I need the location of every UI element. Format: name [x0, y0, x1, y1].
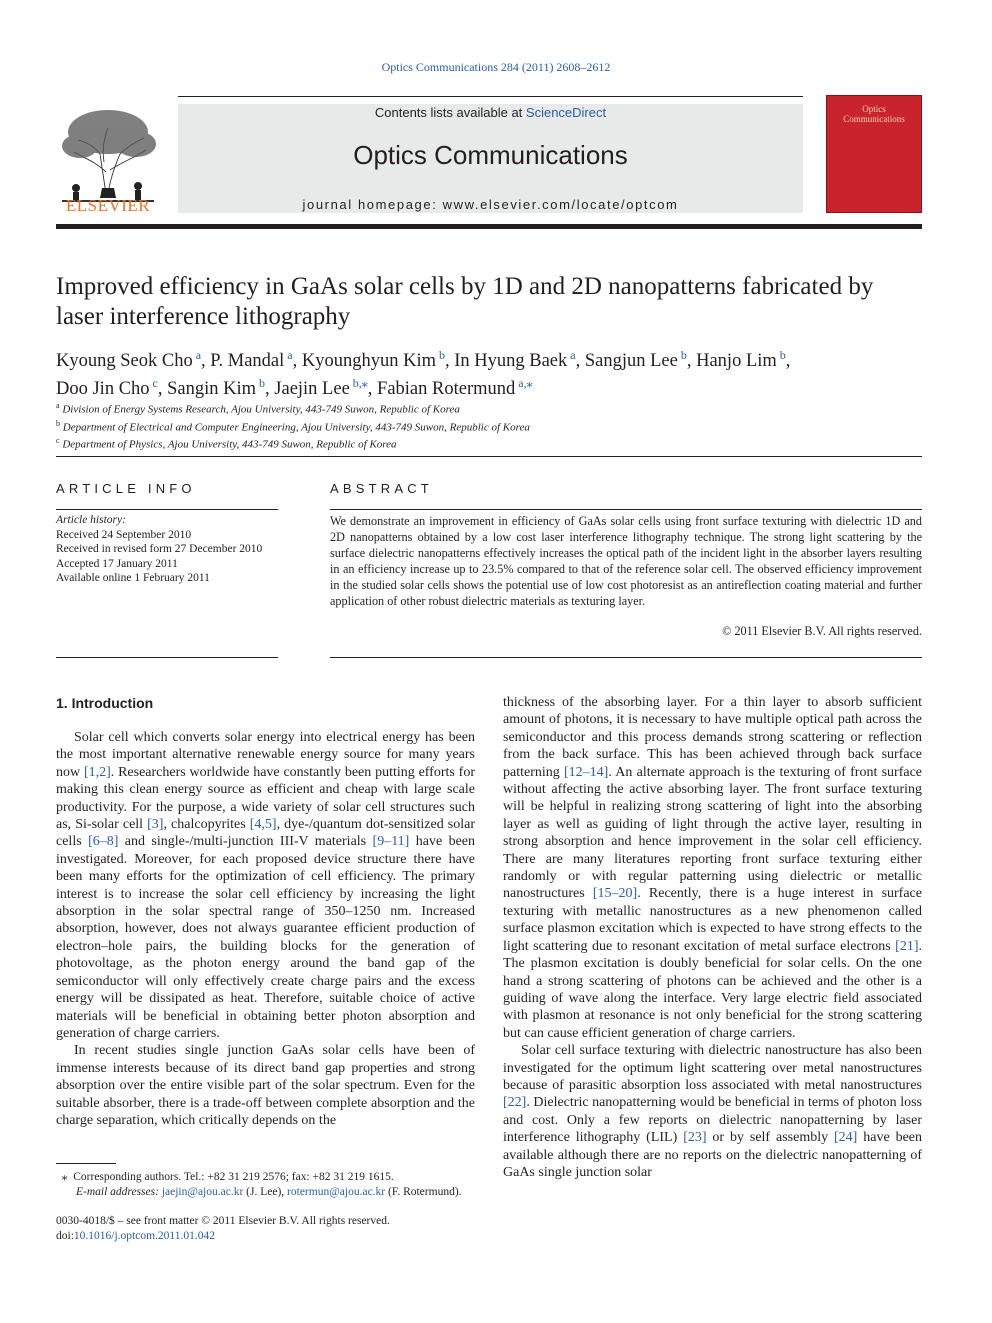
author-affiliation-marker[interactable]: b [256, 376, 266, 391]
author-affiliation-marker[interactable]: c [149, 376, 158, 391]
intro-paragraph-1: Solar cell which converts solar energy into electrical energy has been the most important alternative renewable energy source for many years now [1,2]. Researchers worldwide have constantly been putting efforts for making this clean energy source as efficient and cheap with large scale productivity. For the purpose, a wide variety of solar cell structures such as, Si-solar cell [3], chalcopyrites [4,5], dye-/quantum dot-sensitized solar cells [6–8] and single-/multi-junction III-V materials [9–11] have been investigated. Moreover, for each proposed device structure there have been many efforts for the optimization of cell efficiency. The primary interest is to increase the solar cell efficiency by increasing the light absorption in the solar spectral range of 350–1250 nm. Increased absorption, however, does not always guarantee efficient production of electron–hole pairs, the building blocks for the generation of photovoltage, as the photon energy around the band gap of the semiconductor will only effectively create charge pairs and the excess energy will be dissipated as heat. Therefore, suitable choice of active materials will be beneficial in obtaining better photon absorption and generation of charge carriers. [56, 730, 476, 1041]
elsevier-wordmark: ELSEVIER [65, 196, 151, 215]
citation-reference-link[interactable]: [23] [683, 1130, 707, 1146]
affiliation-marker: c [56, 436, 60, 446]
citation-reference-link[interactable]: [4,5] [249, 817, 277, 833]
section-heading-introduction: 1. Introduction [56, 695, 154, 711]
author-affiliation-marker[interactable]: b [677, 348, 687, 362]
author-name: Sangjun Lee [584, 351, 678, 372]
author-affiliation-marker[interactable]: a [567, 348, 576, 362]
history-received: Received 24 September 2010 [56, 528, 192, 541]
citation-reference-link[interactable]: [1,2] [83, 764, 111, 780]
doi-link[interactable]: 10.1016/j.optcom.2011.01.042 [73, 1230, 215, 1242]
affiliation-item [56, 434, 922, 452]
abstract-bottom-rule [330, 657, 922, 658]
email-label: E-mail addresses: [76, 1186, 159, 1198]
intro-paragraph-2: In recent studies single junction GaAs solar cells have been of immense interests because of its direct band gap properties and strong absorption over the entire visible part of the solar spectrum. Even for the suitable absorber, there is a trade-off between complete absorption and the charge separation, which critically depends on the [56, 1043, 475, 1128]
author-name: Jaejin Lee [274, 379, 350, 400]
citation-reference-link[interactable]: [12–14] [564, 764, 609, 780]
affiliation-marker: a [56, 401, 60, 410]
author-affiliation-marker[interactable]: b [776, 348, 786, 362]
article-info-heading: ARTICLE INFO [56, 481, 196, 496]
citation-reference-link[interactable]: [21] [895, 938, 919, 954]
email-link-rotermund[interactable]: rotermun@ajou.ac.kr [287, 1186, 386, 1198]
affiliation-text: Division of Energy Systems Research, Ajou University, 443-749 Suwon, Republic of Korea [59, 403, 460, 416]
abstract-copyright: © 2011 Elsevier B.V. All rights reserved. [722, 624, 922, 638]
citation-reference-link[interactable]: [22] [503, 1095, 527, 1111]
citation-reference-link[interactable]: [3] [147, 817, 164, 833]
cover-title [826, 104, 922, 124]
author-name: In Hyung Baek [454, 351, 568, 372]
history-revised: Received in revised form 27 December 2010 [56, 543, 263, 555]
citation-reference-link[interactable]: [9–11] [372, 834, 410, 850]
author-name: Sangin Kim [167, 379, 257, 400]
history-accepted: Accepted 17 January 2011 [56, 557, 178, 570]
article-info-rule [56, 509, 278, 510]
citation-reference-link[interactable]: [6–8] [88, 834, 119, 850]
doi-label: doi: [56, 1230, 74, 1242]
body-column-left [56, 729, 475, 1129]
author-name: P. Mandal [210, 351, 285, 372]
abstract-text: We demonstrate an improvement in efficiency of GaAs solar cells using front surface texturing with dielectric 1D and 2D nanopatterns obtained by a low cost laser interference lithography technique. The strong light scattering by the surface dielectric nanopatterns effectively increases the optical path of the incident light in the absorber layers resulting in an efficiency increase up to 23.5% compared to that of the reference solar cell. The observed efficiency improvement in the studied solar cells shows the potential use of low cost photoresist as an antireflection coating material and further application of other robust dielectric materials as texturing layer. [330, 514, 922, 608]
header-rule [56, 224, 922, 229]
footnote-marker: ⁎ [61, 1171, 68, 1183]
author-name: Kyounghyun Kim [301, 351, 436, 372]
abstract-rule [330, 509, 922, 510]
corresponding-author-footnote [56, 1170, 486, 1200]
author-affiliation-marker[interactable]: b [435, 348, 445, 362]
email-owner-lee: (J. Lee), [243, 1186, 288, 1198]
affiliation-item [56, 399, 922, 417]
affiliation-text: Department of Electrical and Computer Engineering, Ajou University, 443-749 Suwon, Republic of Korea [60, 421, 530, 434]
footnote-line-2 [56, 1185, 486, 1200]
front-matter-footer [56, 1214, 486, 1244]
affiliation-list [56, 399, 922, 452]
affiliation-marker: b [56, 418, 60, 428]
author-affiliation-marker[interactable]: a [284, 348, 293, 362]
author-affiliation-marker[interactable]: a [192, 348, 202, 362]
author-affiliation-marker[interactable]: a,⁎ [515, 376, 533, 391]
abstract-heading: ABSTRACT [330, 481, 433, 496]
doi-line [56, 1229, 486, 1244]
contents-prefix: Contents lists available at [374, 105, 526, 120]
affiliation-text: Department of Physics, Ajou University, 443-749 Suwon, Republic of Korea [59, 438, 397, 451]
history-label: Article history: [56, 514, 126, 526]
cover-title-line-1: Optics [862, 104, 886, 114]
author-name: Hanjo Lim [696, 351, 777, 372]
author-affiliation-marker[interactable]: b,⁎ [349, 376, 368, 391]
intro-paragraph-2-cont: thickness of the absorbing layer. For a thin layer to absorb sufficient amount of photons, it is necessary to have multiple optical path across the semiconductor and this process demands strong scattering or reflection from the back surface. This has been achieved through back surface patterning [12–14]. An alternate approach is the texturing of front surface without affecting the active absorbing layer. The front surface texturing will be helpful in realizing strong scattering of light into the absorbing layer as well as guiding of light through the active layer, resulting in strong absorption and hence improvement in the solar cell efficiency. There are many literatures reporting front surface texturing either randomly or with regular patterning using dielectric or metallic nanostructures [15–20]. Recently, there is a huge interest in surface texturing with metallic nanostructures as a new phenomenon called surface plasmon excitation which is expected to have strong effects to the light scattering due to resonant excitation of metal surface electrons [21]. The plasmon excitation is doubly beneficial for solar cells. On the one hand a strong scattering of photons can be achieved and the other is a guiding of wave along the interface. Very large electric field associated with plasmon at resonance is not only beneficial for the strong scattering but can cause efficient generation of charge carriers. [503, 695, 922, 1041]
footnote-rule [56, 1163, 116, 1164]
email-owner-rotermund: (F. Rotermund). [385, 1186, 462, 1198]
citation-reference-link[interactable]: [24] [834, 1130, 858, 1146]
cover-title-line-2: Communications [843, 114, 905, 124]
sciencedirect-link[interactable]: ScienceDirect [525, 105, 607, 120]
affiliation-item [56, 417, 922, 435]
author-name: Doo Jin Cho [56, 379, 150, 400]
journal-title: Optics Communications [353, 140, 628, 170]
history-online: Available online 1 February 2011 [56, 572, 210, 584]
author-name: Fabian Rotermund [377, 379, 516, 400]
issn-line: 0030-4018/$ – see front matter © 2011 Elsevier B.V. All rights reserved. [56, 1215, 390, 1227]
article-info-bottom-rule [56, 657, 278, 658]
journal-citation-link[interactable]: Optics Communications 284 (2011) 2608–2612 [381, 60, 611, 74]
author-name: Kyoung Seok Cho [56, 351, 193, 372]
article-title: Improved efficiency in GaAs solar cells by 1D and 2D nanopatterns fabricated by laser interference lithography [56, 273, 874, 330]
body-column-right [503, 694, 922, 1181]
footnote-line-1 [56, 1170, 486, 1185]
author-list: Kyoung Seok Cho $^a$, P. Mandal $^a$, Kyounghyun Kim $^b$, In Hyung Baek $^a$, Sangjun Lee $^b$, Hanjo Lim $^b$, Doo Jin Cho $^c$, Sangin Kim $^b$, Jaejin Lee $^{b,⁎}$, Fabian Rotermund $^{a,⁎}$ [56, 348, 791, 400]
title-block-rule [56, 456, 922, 457]
banner-top-rule [178, 96, 803, 97]
article-history [56, 513, 278, 586]
citation-reference-link[interactable]: [15–20] [592, 886, 638, 902]
intro-paragraph-3: Solar cell surface texturing with dielectric nanostructure has also been investigated for the optimum light scattering over metal nanostructures because of parasitic absorption loss associated with metal nanostructures [22]. Dielectric nanopatterning would be beneficial in terms of photon loss and cost. Only a few reports on dielectric nanopatterning by laser interference lithography (LIL) [23] or by self assembly [24] have been available although there are no reports on the dielectric nanopatterning of GaAs single junction solar [503, 1043, 923, 1180]
contents-available-line [178, 105, 803, 120]
journal-homepage[interactable]: journal homepage: www.elsevier.com/locate/optcom [302, 197, 679, 212]
footnote-contact: Corresponding authors. Tel.: +82 31 219 2576; fax: +82 31 219 1615. [73, 1171, 394, 1183]
email-link-lee[interactable]: jaejin@ajou.ac.kr [161, 1186, 244, 1198]
